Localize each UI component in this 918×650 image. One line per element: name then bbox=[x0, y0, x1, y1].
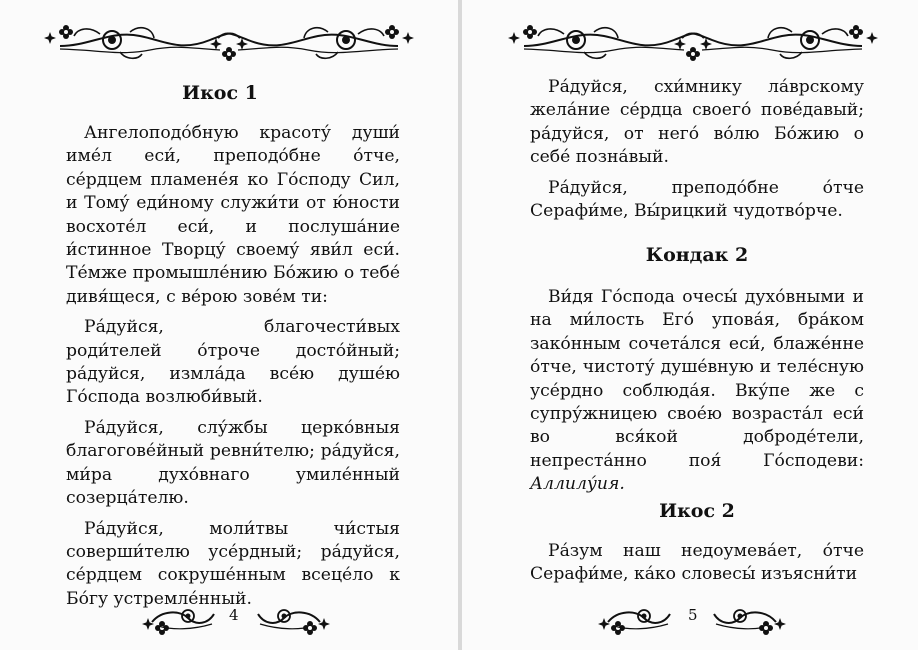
paragraph bbox=[530, 286, 864, 497]
bottom-ornament-left-icon bbox=[140, 600, 220, 636]
page-number-4: 4 bbox=[229, 606, 239, 624]
ikos-2-text bbox=[530, 540, 864, 594]
top-ornament-icon bbox=[504, 18, 882, 64]
bottom-ornament-left-icon bbox=[596, 600, 676, 636]
paragraph: Ра́дуйся, слу́жбы церко́вныя благогове́йный ревни́телю; ра́дуйся, ми́ра духо́внаго умиле́нный созерца́телю. bbox=[66, 417, 400, 509]
paragraph: Ра́дуйся, схи́мнику ла́врскому жела́ние се́рдца своего́ пове́давый; ра́дуйся, от него́ во́лю Бо́жию о себе́ позна́вый. bbox=[530, 77, 864, 168]
paragraph: Ра́дуйся, моли́твы чи́стыя соверши́телю усе́рдный; ра́дуйся, се́рдцем сокруше́нным всеце́ло к Бо́гу устремле́нный. bbox=[66, 518, 400, 609]
right-page bbox=[462, 0, 918, 650]
paragraph: Ра́зум наш недоумева́ет, о́тче Серафи́ме, ка́ко словесы́ изъясни́ти bbox=[530, 541, 864, 585]
ikos-1-continuation bbox=[530, 76, 864, 230]
bottom-ornament-right-icon bbox=[252, 600, 332, 636]
top-ornament-icon bbox=[40, 18, 418, 64]
kondak-2-heading: Кондак 2 bbox=[645, 244, 749, 266]
kondak-2-text bbox=[530, 286, 864, 504]
alleluia-ending: Аллилу́ия. bbox=[530, 474, 625, 495]
ikos-1-text bbox=[66, 122, 400, 618]
ikos-1-heading: Икос 1 bbox=[182, 82, 258, 104]
left-page bbox=[0, 0, 458, 650]
ikos-2-heading: Икос 2 bbox=[659, 500, 735, 522]
kondak-2-body: Ви́дя Го́спода очесы́ духо́вными и на ми́лость Его́ упова́я, бра́ком зако́нным сочета́лся еси́, блаже́нне о́тче, чистоту́ душе́вную и теле́сную усе́рдно соблюда́я. Вку́пе же с супру́жницею свое́ю возраста́л еси́ во вся́кой доброде́тели, непреста́нно поя́ Го́сподеви: bbox=[530, 287, 864, 471]
paragraph: Ра́дуйся, благочести́вых роди́телей о́троче досто́йный; ра́дуйся, измла́да все́ю душе́ю Го́спода возлюби́вый. bbox=[66, 317, 400, 408]
paragraph: Ангелоподо́бную красоту́ души́ име́л еси́, преподо́бне о́тче, се́рдцем пламене́я ко Го́споду Сил, и Тому́ еди́ному служи́ти от ю́ности восхоте́л еси́, и послуша́ние и́стинное Творцу́ своему́ яви́л еси́. Те́мже промышле́нию Бо́жию о тебе́ дивя́щеся, с ве́рою зове́м ти: bbox=[66, 123, 400, 307]
paragraph: Ра́дуйся, преподо́бне о́тче Серафи́ме, Вы́рицкий чудотво́рче. bbox=[530, 177, 864, 222]
bottom-ornament-right-icon bbox=[708, 600, 788, 636]
page-number-5: 5 bbox=[688, 606, 698, 624]
